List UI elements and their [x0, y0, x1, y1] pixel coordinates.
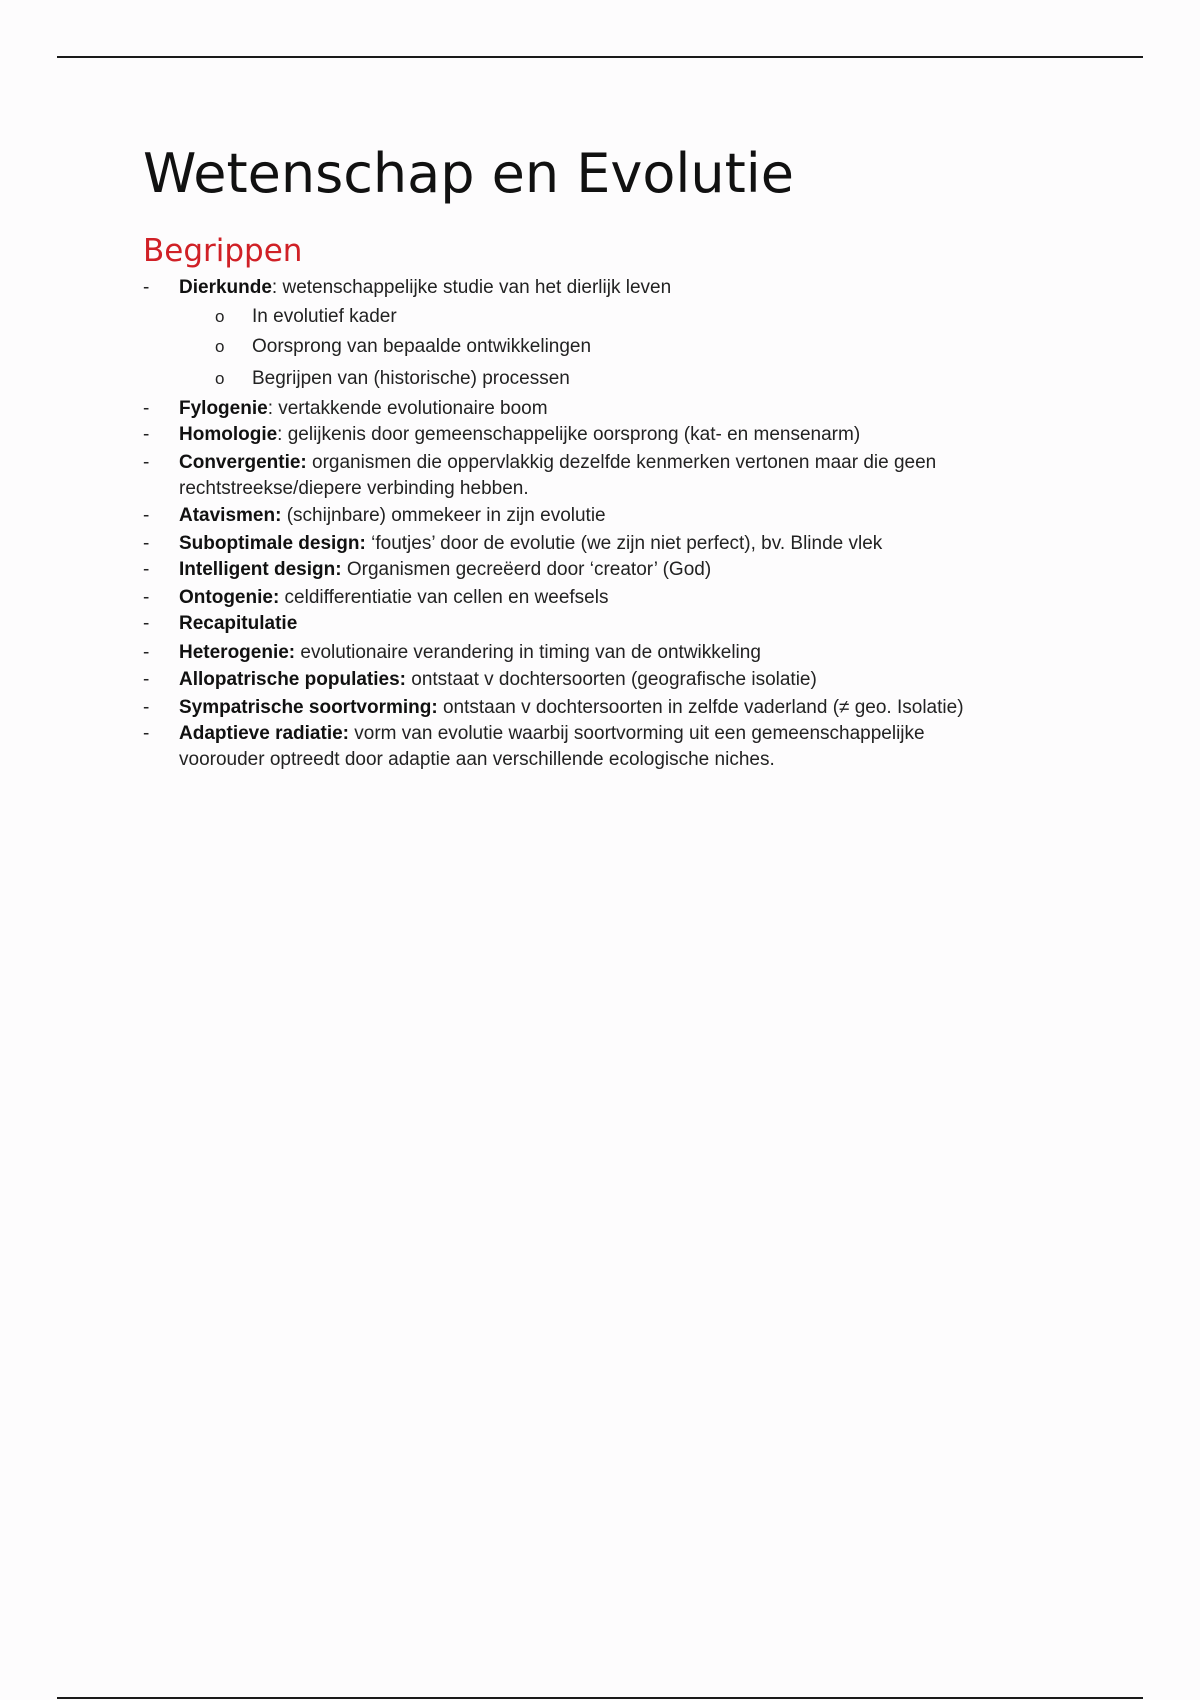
term-definition: ontstaan v dochtersoorten in zelfde vaderland (≠ geo. Isolatie)	[437, 697, 964, 718]
list-bullet: -	[143, 669, 150, 690]
list-bullet: -	[143, 723, 150, 744]
term-definition: ‘foutjes’ door de evolutie (we zijn niet perfect), bv. Blinde vlek	[365, 533, 883, 554]
term-label: Allopatrische populaties:	[179, 669, 406, 690]
term-label: Sympatrische soortvorming:	[179, 697, 438, 718]
list-bullet: -	[143, 505, 150, 526]
term-label: Recapitulatie	[179, 613, 298, 634]
term-label: Heterogenie:	[179, 642, 296, 663]
term-definition: : vertakkende evolutionaire boom	[267, 398, 548, 419]
term-definition: : gelijkenis door gemeenschappelijke oorsprong (kat- en mensenarm)	[277, 424, 861, 445]
section-heading: Begrippen	[143, 233, 303, 269]
term-label: Homologie	[179, 424, 278, 445]
term-label: Atavismen:	[179, 505, 282, 526]
term-definition-cont: rechtstreekse/diepere verbinding hebben.	[179, 478, 529, 499]
list-bullet: -	[143, 697, 150, 718]
sub-bullet: o	[215, 369, 225, 388]
term-label: Dierkunde	[179, 277, 272, 298]
term-definition: vorm van evolutie waarbij soortvorming uit een gemeenschappelijke	[349, 723, 925, 744]
list-bullet: -	[143, 587, 150, 608]
term-definition: evolutionaire verandering in timing van de ontwikkeling	[295, 642, 761, 663]
sub-bullet: o	[215, 337, 225, 356]
term-label: Intelligent design:	[179, 559, 342, 580]
page-title: Wetenschap en Evolutie	[143, 142, 795, 205]
list-bullet: -	[143, 398, 150, 419]
term-definition: celdifferentiatie van cellen en weefsels	[279, 587, 609, 608]
header-rule	[57, 56, 1143, 58]
term-label: Suboptimale design:	[179, 533, 366, 554]
term-label: Ontogenie:	[179, 587, 280, 608]
sub-item-text: In evolutief kader	[252, 306, 397, 327]
term-definition-cont: voorouder optreedt door adaptie aan verschillende ecologische niches.	[179, 749, 775, 770]
list-bullet: -	[143, 452, 150, 473]
footer-rule	[57, 1697, 1143, 1699]
term-definition: Organismen gecreëerd door ‘creator’ (God)	[341, 559, 712, 580]
list-bullet: -	[143, 533, 150, 554]
list-bullet: -	[143, 559, 150, 580]
list-bullet: -	[143, 642, 150, 663]
term-definition: ontstaat v dochtersoorten (geografische isolatie)	[405, 669, 817, 690]
list-bullet: -	[143, 424, 150, 445]
term-label: Fylogenie	[179, 398, 268, 419]
sub-item-text: Oorsprong van bepaalde ontwikkelingen	[252, 336, 592, 357]
list-bullet: -	[143, 277, 150, 298]
list-bullet: -	[143, 613, 150, 634]
term-label: Adaptieve radiatie:	[179, 723, 349, 744]
term-definition: (schijnbare) ommekeer in zijn evolutie	[281, 505, 606, 526]
sub-item-text: Begrijpen van (historische) processen	[252, 368, 570, 389]
term-definition: organismen die oppervlakkig dezelfde kenmerken vertonen maar die geen	[306, 452, 937, 473]
term-definition: : wetenschappelijke studie van het dierlijk leven	[271, 277, 672, 298]
term-label: Convergentie:	[179, 452, 307, 473]
sub-bullet: o	[215, 307, 225, 326]
